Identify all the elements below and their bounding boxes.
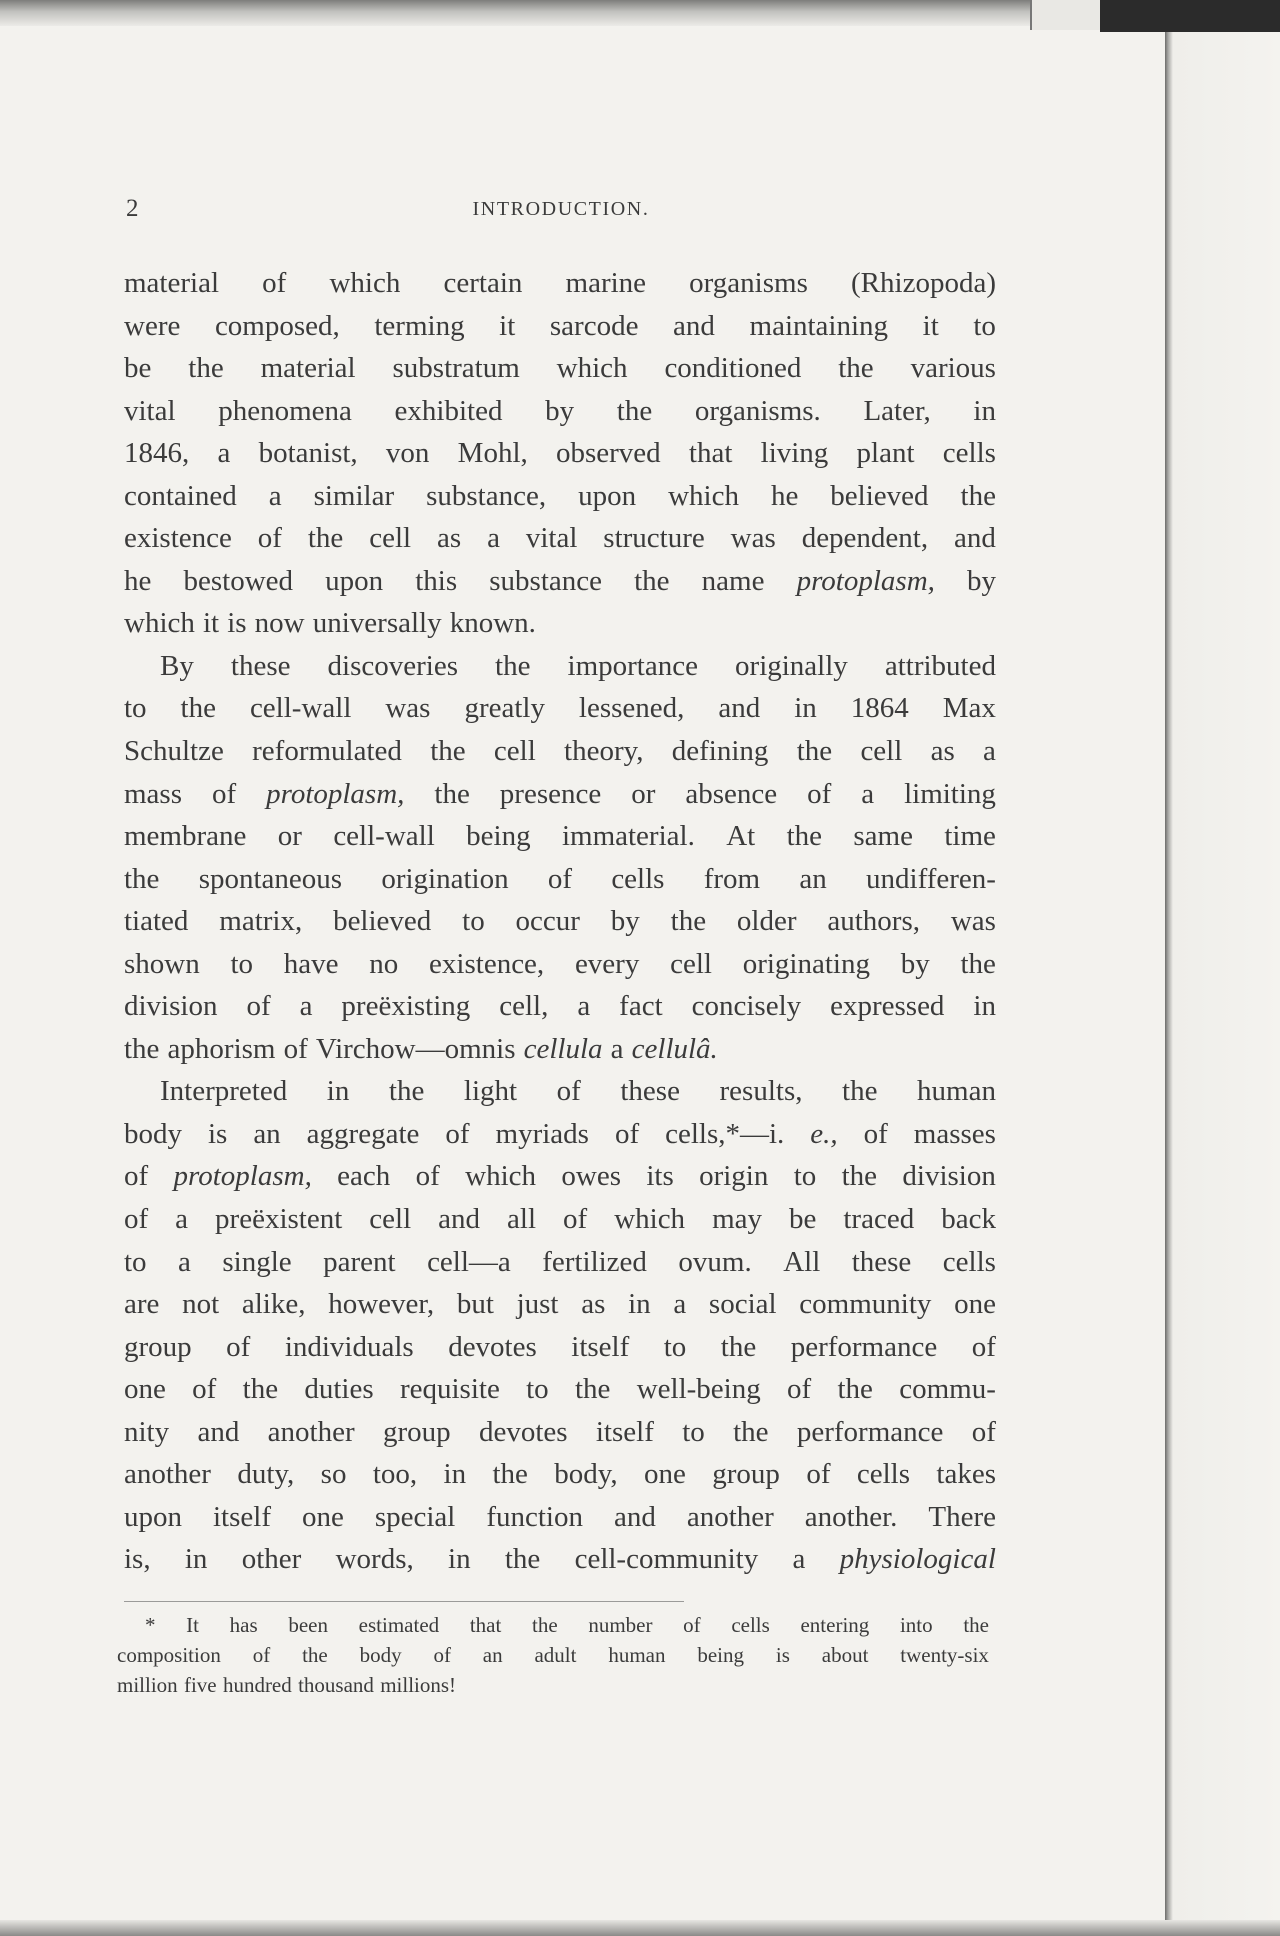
footnote-line: composition of the body of an adult human being is about twenty-six (117, 1643, 989, 1667)
text-line: is, in other words, in the cell-community a physiological (124, 1543, 996, 1576)
text-line: the spontaneous origination of cells from an undifferen- (124, 862, 996, 895)
footnote (117, 1610, 989, 1700)
page-number: 2 (126, 195, 139, 222)
scan-top-edge (0, 0, 1100, 26)
adjacent-page-edge (1165, 32, 1280, 1936)
text-line: nity and another group devotes itself to the performance of (124, 1415, 996, 1448)
text-line: By these discoveries the importance originally attributed (160, 649, 996, 682)
text-line: one of the duties requisite to the well-being of the commu- (124, 1373, 996, 1406)
text-line: 1846, a botanist, von Mohl, observed that living plant cells (124, 437, 996, 470)
text-line: the aphorism of Virchow—omnis cellula a cellulâ. (124, 1032, 718, 1065)
text-line: of a preëxistent cell and all of which may be traced back (124, 1203, 996, 1236)
text-line: division of a preëxisting cell, a fact concisely expressed in (124, 990, 996, 1023)
text-line: material of which certain marine organisms (Rhizopoda) (124, 267, 996, 299)
scan-dark-corner (1100, 0, 1280, 32)
scan-bottom-edge (0, 1920, 1280, 1936)
text-line: Schultze reformulated the cell theory, defining the cell as a (124, 735, 996, 768)
text-line: to a single parent cell—a fertilized ovum. All these cells (124, 1245, 996, 1278)
text-line: contained a similar substance, upon which he believed the (124, 479, 996, 512)
text-line: body is an aggregate of myriads of cells,*—i. e., of masses (124, 1117, 996, 1150)
body-text (124, 262, 996, 1581)
text-line: tiated matrix, believed to occur by the older authors, was (124, 905, 996, 938)
text-line: to the cell-wall was greatly lessened, and in 1864 Max (124, 692, 996, 725)
text-line: Interpreted in the light of these results, the human (160, 1075, 996, 1108)
footnote-line: * It has been estimated that the number of cells entering into the (145, 1613, 989, 1637)
text-line: he bestowed upon this substance the name protoplasm, by (124, 564, 996, 597)
running-title: INTRODUCTION. (472, 198, 650, 220)
text-line: which it is now universally known. (124, 607, 536, 640)
text-line: of protoplasm, each of which owes its origin to the division (124, 1160, 996, 1193)
text-line: be the material substratum which conditioned the various (124, 352, 996, 385)
footnote-rule (124, 1601, 684, 1602)
text-line: mass of protoplasm, the presence or absence of a limiting (124, 777, 996, 810)
footnote-line: million five hundred thousand millions! (117, 1673, 457, 1697)
text-line: another duty, so too, in the body, one group of cells takes (124, 1458, 996, 1491)
text-line: upon itself one special function and another another. There (124, 1500, 996, 1533)
text-line: group of individuals devotes itself to the performance of (124, 1330, 996, 1363)
text-line: membrane or cell-wall being immaterial. At the same time (124, 820, 996, 853)
text-line: vital phenomena exhibited by the organisms. Later, in (124, 394, 996, 427)
text-line: are not alike, however, but just as in a social community one (124, 1288, 996, 1321)
text-line: were composed, terming it sarcode and maintaining it to (124, 309, 996, 342)
scan-page-tab (1030, 0, 1102, 30)
text-line: shown to have no existence, every cell originating by the (124, 947, 996, 980)
running-head (126, 195, 996, 227)
text-line: existence of the cell as a vital structure was dependent, and (124, 522, 996, 555)
